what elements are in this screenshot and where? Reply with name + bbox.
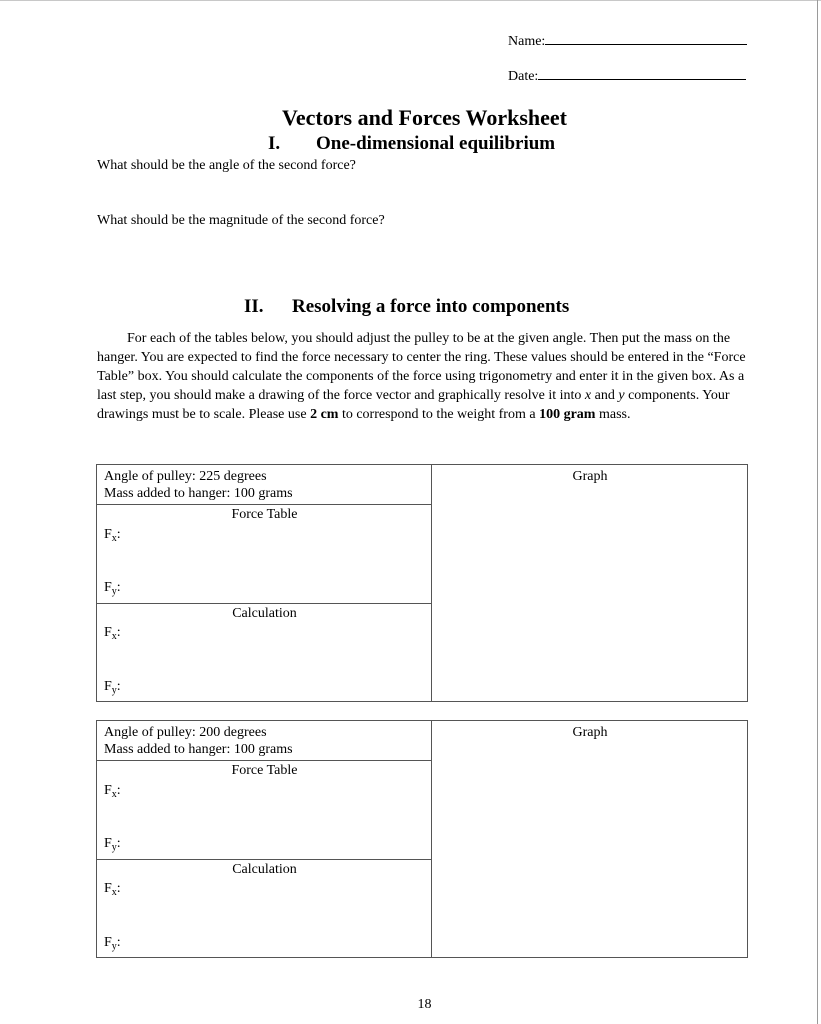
worksheet-title: Vectors and Forces Worksheet <box>282 105 567 130</box>
table-1-calculation-label: Calculation <box>232 606 297 621</box>
table-2-force-table-label: Force Table <box>231 763 298 778</box>
page-top-edge <box>0 0 821 1</box>
table-2-angle: Angle of pulley: 200 degrees <box>104 725 267 740</box>
section-1-heading <box>268 133 555 155</box>
page-right-edge <box>817 0 818 1024</box>
table-1-force-table-label: Force Table <box>231 507 298 522</box>
page-number: 18 <box>417 997 432 1012</box>
table-1-calc-fx[interactable]: $F_x$: <box>104 625 121 642</box>
table-1-angle: Angle of pulley: 225 degrees <box>104 469 267 484</box>
name-field[interactable] <box>508 32 747 50</box>
vector-table-2 <box>96 720 748 958</box>
section-1-title: One-dimensional equilibrium <box>316 133 556 154</box>
table-1-force-fy[interactable]: $F_y$: <box>104 580 121 597</box>
instructions-paragraph: For each of the tables below, you should adjust the pulley to be at the given angle. Then put the mass on the hanger. You are expected to find the force necessary to center the ring. These values should be entered in the “Force Table” box. You should calculate the components of the force using trigonometry and enter it in the given box. As a last step, you should make a drawing of the force vector and graphically resolve it into x and y components. Your drawings must be to scale. Please use 2 cm to correspond to the weight from a 100 gram mass. <box>97 331 746 422</box>
table-1-calc-fy[interactable]: $F_y$: <box>104 679 121 696</box>
table-1-graph-label: Graph <box>572 469 608 484</box>
table-2-force-fy[interactable]: $F_y$: <box>104 836 121 853</box>
name-line[interactable] <box>545 32 747 45</box>
table-2-divider-1 <box>97 760 432 761</box>
section-1-number: I. <box>268 133 281 154</box>
table-1-divider-2 <box>97 603 432 604</box>
question-angle: What should be the angle of the second force? <box>97 158 356 173</box>
name-label: Name: <box>508 34 546 49</box>
table-2-force-fx[interactable]: $F_x$: <box>104 783 121 800</box>
table-1-force-fx[interactable]: $F_x$: <box>104 527 121 544</box>
table-2-divider-2 <box>97 859 432 860</box>
table-2-calc-fy[interactable]: $F_y$: <box>104 935 121 952</box>
section-2-number: II. <box>244 296 264 317</box>
vector-table-1 <box>96 464 748 702</box>
question-magnitude: What should be the magnitude of the second force? <box>97 213 385 228</box>
table-2-mass: Mass added to hanger: 100 grams <box>104 742 293 757</box>
table-2-graph-label: Graph <box>572 725 608 740</box>
section-2-title: Resolving a force into components <box>292 296 570 317</box>
date-label: Date: <box>508 69 539 84</box>
date-line[interactable] <box>538 67 746 80</box>
table-1-mass: Mass added to hanger: 100 grams <box>104 486 293 501</box>
section-2-heading <box>244 296 569 318</box>
table-2-calculation-label: Calculation <box>232 862 297 877</box>
date-field[interactable] <box>508 67 746 85</box>
table-2-calc-fx[interactable]: $F_x$: <box>104 881 121 898</box>
table-1-divider-1 <box>97 504 432 505</box>
